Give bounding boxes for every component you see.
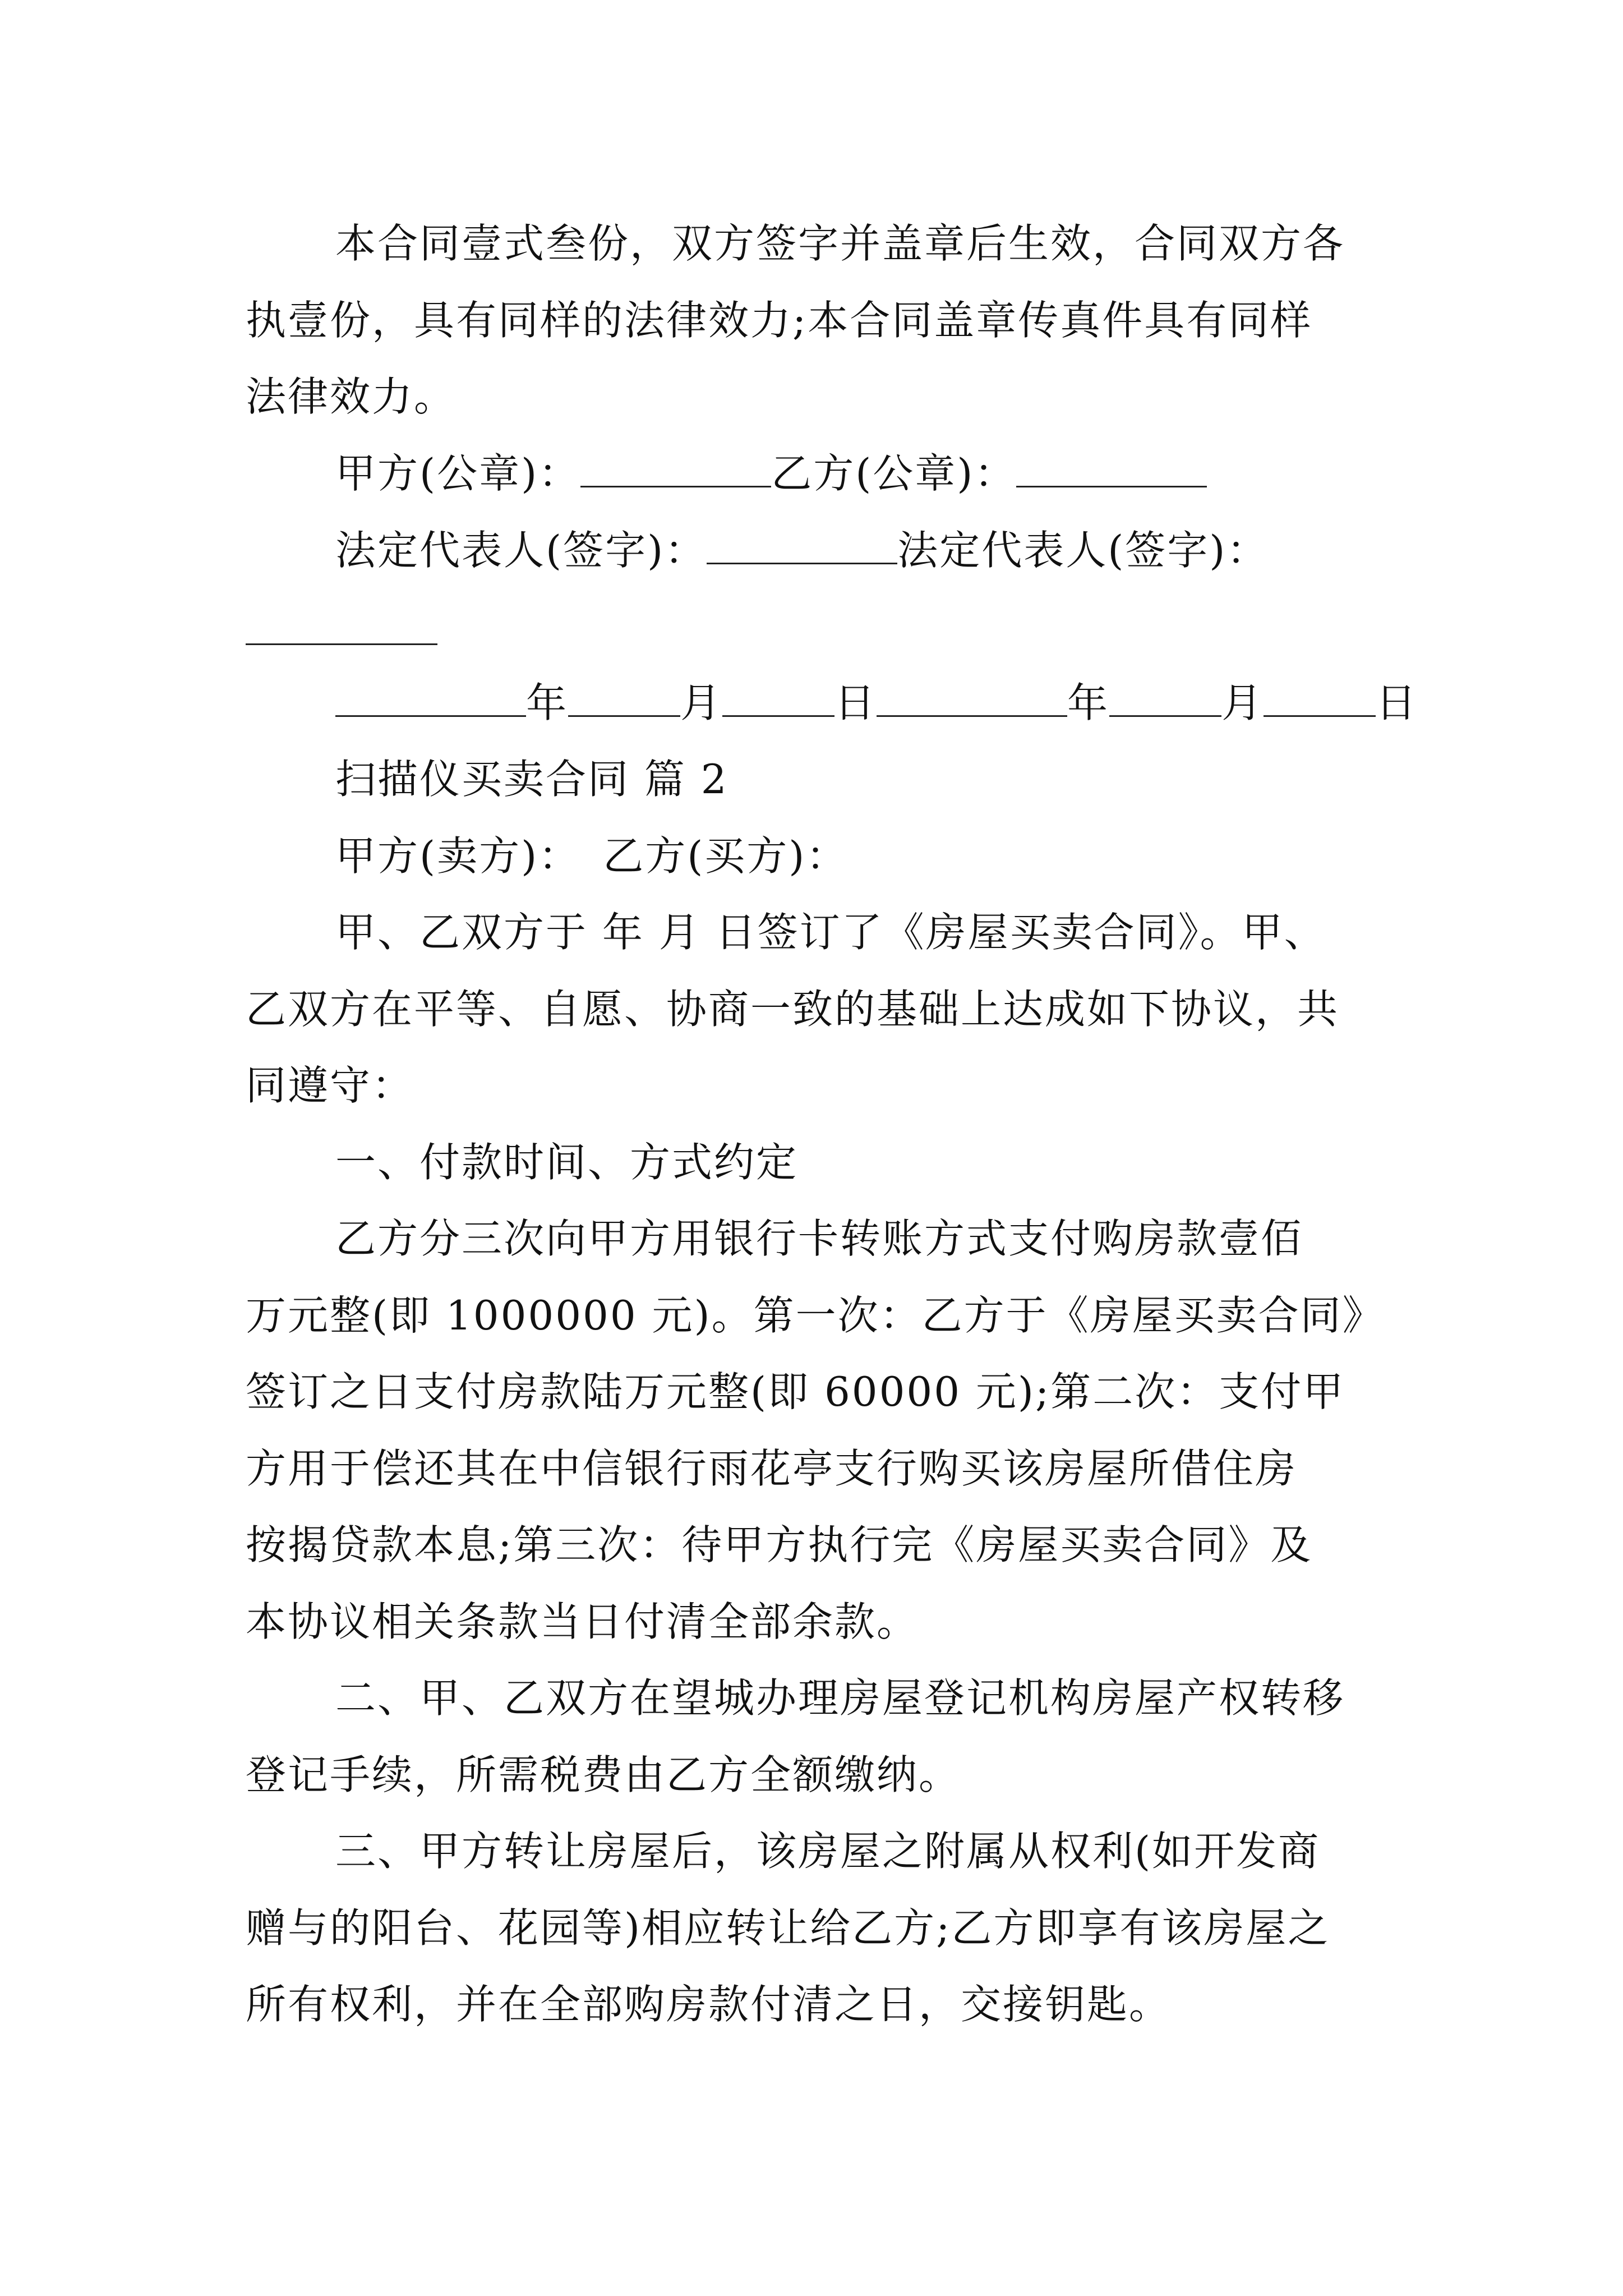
clause1-line-5: 按揭贷款本息;第三次：待甲方执行完《房屋买卖合同》及 [246,1521,1313,1568]
clause1-line-3: 签订之日支付房款陆万元整(即 60000 元);第二次：支付甲 [246,1368,1345,1415]
clause2-line-2: 登记手续，所需税费由乙方全额缴纳。 [246,1751,961,1798]
para1-line-3: 法律效力。 [246,373,457,420]
para1-line-1: 本合同壹式叁份，双方签字并盖章后生效，合同双方各 [335,220,1345,267]
clause3-line-2: 赠与的阳台、花园等)相应转让给乙方;乙方即享有该房屋之 [246,1904,1330,1952]
date-a-month-label: 月 [680,679,723,726]
party-a-seal-label: 甲方(公章)： [335,450,581,497]
clause3-line-3: 所有权利，并在全部购房款付清之日，交接钥匙。 [246,1981,1172,2028]
intro-line-2: 乙双方在平等、自愿、协商一致的基础上达成如下协议，共 [246,986,1340,1033]
clause1-line-4: 方用于偿还其在中信银行雨花亭支行购买该房屋所借住房 [246,1445,1298,1492]
intro-line-1: 甲、乙双方于 年 月 日签订了《房屋买卖合同》。甲、 [335,909,1326,956]
signature-company-seals [335,445,1207,501]
clause1-heading: 一、付款时间、方式约定 [335,1139,799,1186]
party-a-seal-blank [580,447,771,487]
date-a-month-blank [568,676,680,717]
date-b-year-label: 年 [1067,679,1110,726]
party-b-seal-blank [1016,447,1207,487]
clause1-line-2: 万元整(即 1000000 元)。第一次：乙方于《房屋买卖合同》 [246,1292,1385,1339]
date-b-year-blank [877,676,1067,717]
party-b-rep-blank [246,643,437,645]
party-a-rep-label: 法定代表人(签字)： [335,527,707,574]
intro-line-3: 同遵守： [246,1062,414,1109]
date-a-day-label: 日 [834,679,877,726]
buyer-label: 乙方(买方)： [603,832,849,880]
date-b-month-blank [1109,676,1221,717]
parties-line [335,828,848,884]
date-a-day-blank [722,676,834,717]
seller-label: 甲方(卖方)： [335,832,581,880]
date-b-day-label: 日 [1376,679,1418,726]
date-a-year-label: 年 [526,679,569,726]
date-b-month-label: 月 [1221,679,1264,726]
clause3-line-1: 三、甲方转让房屋后，该房屋之附属从权利(如开发商 [335,1828,1321,1875]
date-b-day-blank [1264,676,1376,717]
party-b-rep-label: 法定代表人(签字)： [897,527,1269,574]
signature-legal-reps [335,522,1269,578]
signature-dates [335,675,1418,731]
para1-line-2: 执壹份，具有同样的法律效力;本合同盖章传真件具有同样 [246,297,1313,344]
clause1-line-6: 本协议相关条款当日付清全部余款。 [246,1598,919,1645]
section-title: 扫描仪买卖合同 篇 2 [335,756,728,803]
party-a-rep-blank [707,523,897,564]
clause1-line-1: 乙方分三次向甲方用银行卡转账方式支付购房款壹佰 [335,1215,1303,1262]
clause2-line-1: 二、甲、乙双方在望城办理房屋登记机构房屋产权转移 [335,1674,1345,1722]
party-b-seal-label: 乙方(公章)： [771,450,1017,497]
date-a-year-blank [335,676,526,717]
